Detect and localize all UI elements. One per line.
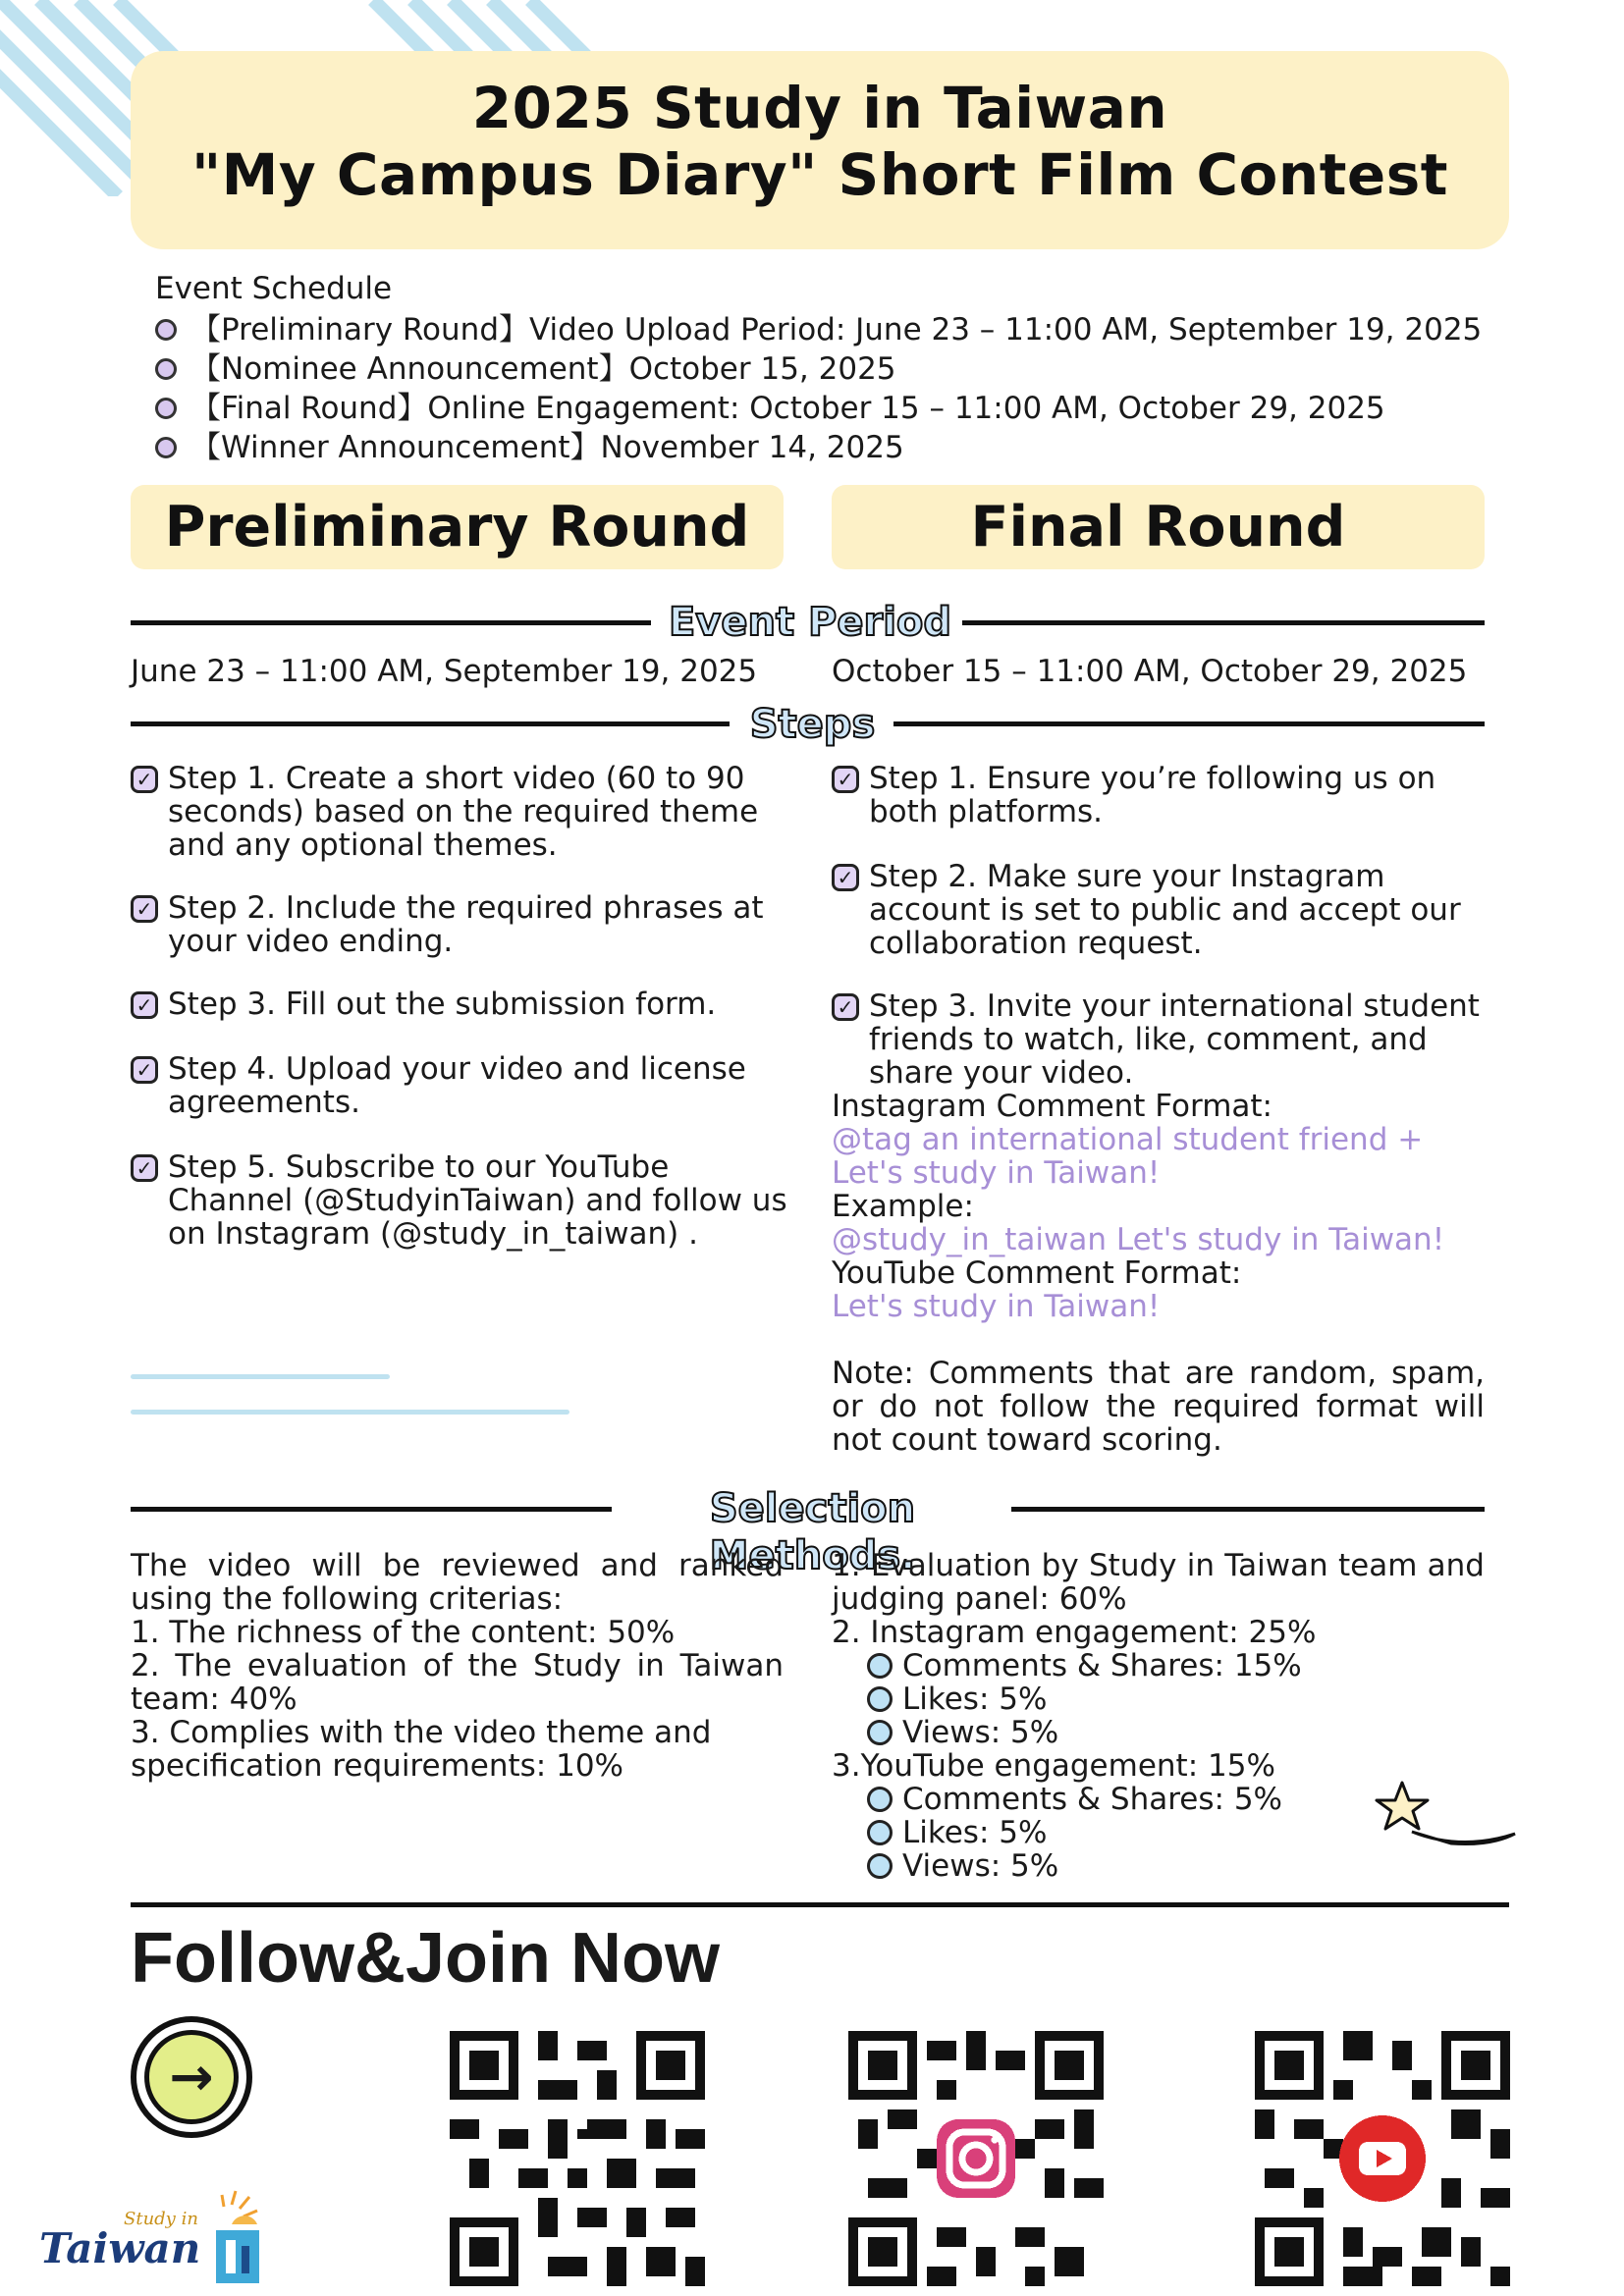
step-text: Step 3. Invite your international student friends to watch, like, comment, and share your video. bbox=[869, 988, 1480, 1091]
criteria-item: 3. Complies with the video theme and specification requirements: 10% bbox=[131, 1715, 712, 1784]
final-period: October 15 – 11:00 AM, October 29, 2025 bbox=[832, 654, 1468, 689]
step-item bbox=[131, 890, 788, 959]
bullet-circle-icon bbox=[867, 1820, 893, 1845]
step-text: Step 1. Create a short video (60 to 90 seconds) based on the required theme and any optional themes. bbox=[168, 761, 759, 863]
step-item bbox=[832, 762, 1485, 827]
sub-criteria-item bbox=[832, 1649, 1485, 1682]
schedule-item bbox=[155, 349, 1530, 389]
step-text: Step 2. Make sure your Instagram account is set to public and accept our collaboration request. bbox=[869, 859, 1461, 961]
schedule-item bbox=[155, 310, 1530, 349]
criteria-item: 2. The evaluation of the Study in Taiwan team: 40% bbox=[131, 1648, 784, 1717]
title-box bbox=[131, 51, 1509, 249]
selection-methods-text: Selection Methods. bbox=[709, 1486, 916, 1578]
divider-line bbox=[131, 620, 651, 625]
example-label: Example: bbox=[832, 1189, 974, 1224]
ig-format: @tag an international student friend + Let's study in Taiwan! bbox=[832, 1122, 1424, 1191]
preliminary-round-heading: Preliminary Round bbox=[131, 485, 784, 569]
checkbox-icon: ✓ bbox=[832, 766, 859, 793]
bullet-circle-icon bbox=[867, 1787, 893, 1812]
bullet-circle-icon bbox=[867, 1686, 893, 1712]
decorative-line bbox=[131, 1374, 390, 1379]
checkbox-icon: ✓ bbox=[832, 993, 859, 1021]
schedule-item-text: 【Final Round】Online Engagement: October 15 – 11:00 AM, October 29, 2025 bbox=[190, 391, 1385, 426]
checkbox-icon: ✓ bbox=[832, 864, 859, 891]
bullet-dot-icon bbox=[155, 319, 177, 341]
selection-intro: The video will be reviewed and ranked using the following criterias: bbox=[131, 1548, 784, 1617]
selection-preliminary bbox=[131, 1549, 784, 1783]
checkbox-icon: ✓ bbox=[131, 895, 158, 923]
criteria-item: 2. Instagram engagement: 25% bbox=[832, 1615, 1317, 1650]
divider-line bbox=[1011, 1507, 1485, 1512]
schedule-heading: Event Schedule bbox=[155, 271, 393, 306]
step-text: Step 1. Ensure you’re following us on both platforms. bbox=[869, 761, 1436, 829]
schedule-item-text: 【Preliminary Round】Video Upload Period: June 23 – 11:00 AM, September 19, 2025 bbox=[190, 312, 1483, 347]
qr-code-form[interactable] bbox=[450, 2030, 705, 2287]
bullet-circle-icon bbox=[867, 1853, 893, 1879]
qr-code-graphic bbox=[848, 2030, 1104, 2287]
title-line-2: "My Campus Diary" Short Film Contest bbox=[190, 141, 1449, 208]
bullet-dot-icon bbox=[155, 398, 177, 419]
sub-criteria-text: Views: 5% bbox=[902, 1715, 1059, 1750]
schedule-item-text: 【Winner Announcement】November 14, 2025 bbox=[190, 430, 904, 465]
sub-criteria-item bbox=[832, 1716, 1485, 1749]
event-schedule bbox=[155, 267, 1530, 467]
step-text: Step 5. Subscribe to our YouTube Channel (@StudyinTaiwan) and follow us on Instagram (@study_in_taiwan) . bbox=[168, 1149, 787, 1252]
bullet-circle-icon bbox=[867, 1720, 893, 1745]
checkbox-icon: ✓ bbox=[131, 1056, 158, 1084]
event-period-text: Event Period bbox=[668, 600, 952, 645]
step-text: Step 3. Fill out the submission form. bbox=[168, 987, 717, 1022]
criteria-item: 3.YouTube engagement: 15% bbox=[832, 1748, 1275, 1784]
schedule-item bbox=[155, 428, 1530, 467]
qr-code-instagram[interactable] bbox=[848, 2030, 1104, 2287]
steps-label bbox=[741, 701, 884, 748]
bullet-dot-icon bbox=[155, 437, 177, 458]
checkbox-icon: ✓ bbox=[131, 1154, 158, 1182]
step-text: Step 4. Upload your video and license agreements. bbox=[168, 1051, 746, 1120]
event-period-label bbox=[668, 599, 952, 646]
step-item bbox=[832, 988, 1485, 1091]
logo-text: Taiwan bbox=[39, 2224, 201, 2272]
step-text: Step 2. Include the required phrases at your video ending. bbox=[168, 890, 764, 959]
example-text: @study_in_taiwan Let's study in Taiwan! bbox=[832, 1222, 1445, 1257]
qr-code-youtube[interactable] bbox=[1255, 2030, 1510, 2287]
title-line-1: 2025 Study in Taiwan bbox=[471, 75, 1168, 141]
preliminary-period: June 23 – 11:00 AM, September 19, 2025 bbox=[131, 654, 758, 689]
study-in-taiwan-logo bbox=[39, 2187, 267, 2295]
schedule-item-text: 【Nominee Announcement】October 15, 2025 bbox=[190, 351, 896, 387]
sub-criteria-text: Comments & Shares: 5% bbox=[902, 1782, 1283, 1817]
checkbox-icon: ✓ bbox=[131, 766, 158, 793]
sub-criteria-item bbox=[832, 1682, 1485, 1716]
criteria-item: 1. The richness of the content: 50% bbox=[131, 1615, 676, 1650]
ig-format-label: Instagram Comment Format: bbox=[832, 1089, 1272, 1124]
checkbox-icon: ✓ bbox=[131, 991, 158, 1019]
qr-code-graphic bbox=[450, 2030, 705, 2287]
follow-join-title: Follow&Join Now bbox=[131, 1919, 720, 1998]
schedule-item bbox=[155, 389, 1530, 428]
divider-line bbox=[962, 620, 1485, 625]
bullet-dot-icon bbox=[155, 358, 177, 380]
sub-criteria-text: Likes: 5% bbox=[902, 1682, 1048, 1717]
sub-criteria-text: Views: 5% bbox=[902, 1848, 1059, 1884]
decorative-line bbox=[131, 1410, 569, 1415]
arrow-button[interactable] bbox=[131, 2016, 252, 2138]
bullet-circle-icon bbox=[867, 1653, 893, 1679]
yt-format-label: YouTube Comment Format: bbox=[832, 1255, 1242, 1291]
step-item bbox=[832, 859, 1485, 961]
final-steps bbox=[832, 762, 1485, 1457]
preliminary-steps bbox=[131, 762, 788, 1251]
divider-line bbox=[131, 1902, 1509, 1907]
step-item bbox=[131, 1051, 788, 1120]
divider-line bbox=[893, 721, 1485, 726]
sub-criteria-text: Likes: 5% bbox=[902, 1815, 1048, 1850]
comment-note: Note: Comments that are random, spam, or do not follow the required format will not count toward scoring. bbox=[832, 1356, 1485, 1458]
step-item bbox=[131, 761, 788, 863]
criteria-item: 1. Evaluation by Study in Taiwan team and judging panel: 60% bbox=[832, 1548, 1485, 1617]
arrow-right-icon: → bbox=[144, 2030, 239, 2124]
step-item bbox=[131, 988, 788, 1021]
yt-format: Let's study in Taiwan! bbox=[832, 1289, 1161, 1324]
divider-line bbox=[131, 721, 730, 726]
final-round-heading: Final Round bbox=[832, 485, 1485, 569]
shooting-star-icon bbox=[1373, 1773, 1520, 1861]
qr-code-graphic bbox=[1255, 2030, 1510, 2287]
logo-small-text: Study in bbox=[124, 2209, 198, 2229]
divider-line bbox=[131, 1507, 612, 1512]
step-item bbox=[131, 1150, 788, 1251]
steps-text: Steps bbox=[749, 702, 876, 747]
sub-criteria-text: Comments & Shares: 15% bbox=[902, 1648, 1302, 1683]
